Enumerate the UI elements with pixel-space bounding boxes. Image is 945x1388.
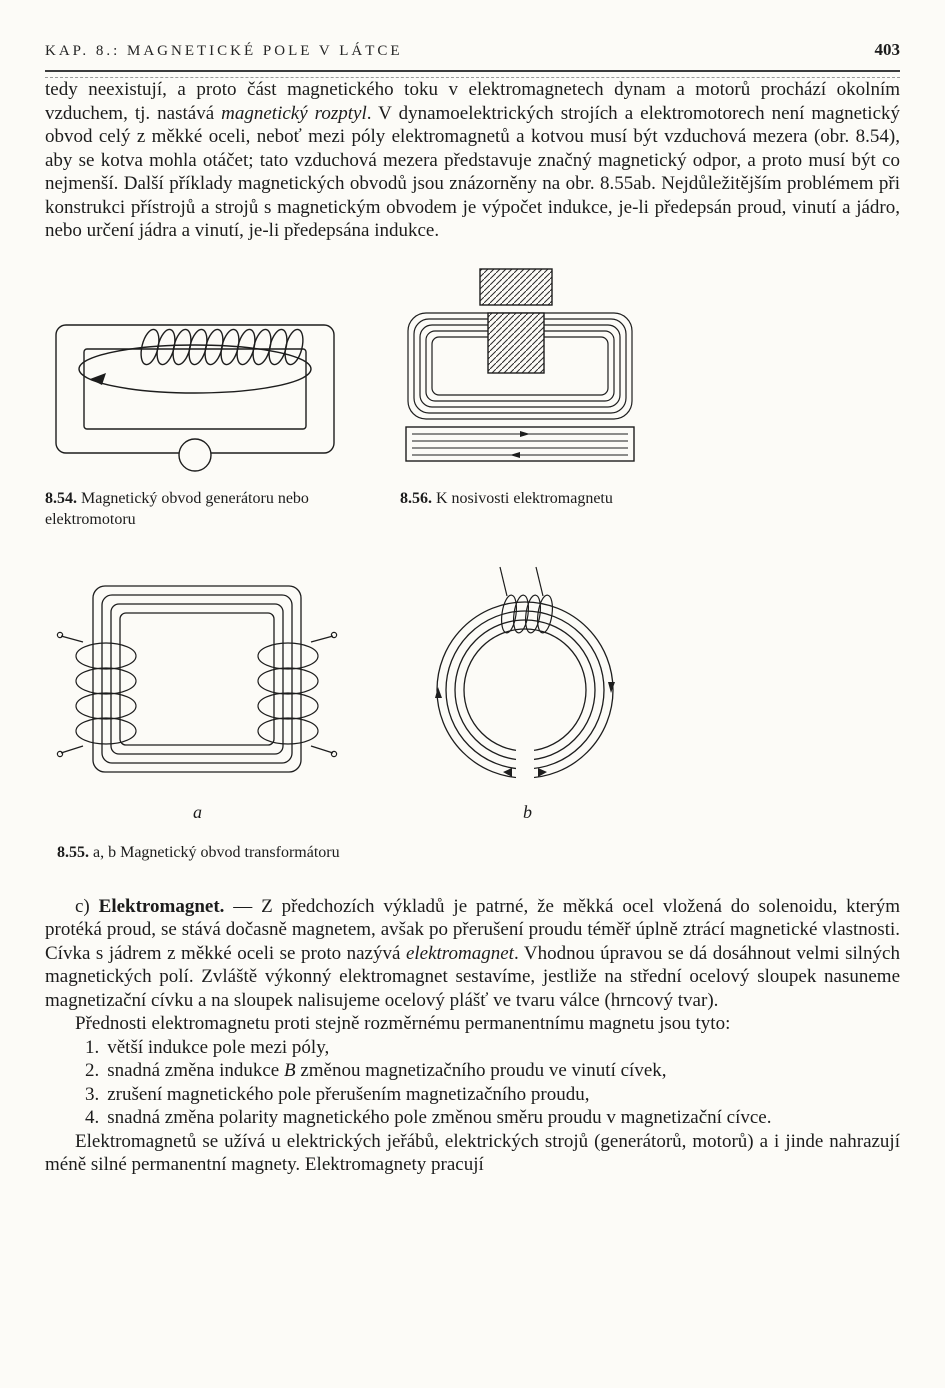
advantage-item-3 <box>45 1083 900 1107</box>
figure-8-55a-transformer-core-drawing <box>55 564 340 799</box>
electromagnet-paragraph <box>45 895 900 1013</box>
advantages-intro-paragraph: Přednosti elektromagnetu proti stejně rozměrnému permanentnímu magnetu jsou tyto: <box>75 1013 731 1034</box>
caption-8-55-number: 8.55. <box>57 843 89 861</box>
caption-8-54-number: 8.54. <box>45 489 77 507</box>
symbol-B: B <box>283 1060 296 1081</box>
figure-row-2 <box>45 562 900 834</box>
figure-8-55a-label: a <box>193 801 202 822</box>
advantage-item-4 <box>45 1106 900 1130</box>
advantage-item-2-text-1: snadná změna indukce <box>107 1060 284 1081</box>
figure-row-1 <box>45 267 900 472</box>
advantage-item-1-text: větší indukce pole mezi póly, <box>107 1036 330 1058</box>
caption-8-56-number: 8.56. <box>400 489 432 507</box>
header-rule-solid <box>45 70 900 72</box>
advantage-item-3-text: zrušení magnetického pole přerušením magnetizačního proudu, <box>107 1083 590 1105</box>
intro-paragraph <box>45 78 900 243</box>
caption-8-55 <box>45 842 900 863</box>
chapter-title: KAP. 8.: MAGNETICKÉ POLE V LÁTCE <box>45 43 403 59</box>
page-number: 403 <box>874 40 900 59</box>
term-elektromagnet: elektromagnet <box>405 942 514 964</box>
figure-8-54-generator-circuit-drawing <box>50 305 340 475</box>
electromagnet-heading: Elektromagnet. <box>98 895 225 917</box>
electromagnet-segment-2: . Vhodnou úpravou se dá dosáhnout velmi silných magnetických polí. Zvláště výkonný elektromagnet sestavíme, jestliže na střední ocelový sloupek nasuneme magnetizační cívku a na sloupek nalisujeme ocelový plášť ve tvaru válce (hrncový tvar). <box>45 942 900 1011</box>
caption-8-56 <box>400 488 760 509</box>
term-magneticky-rozptyl: magnetický rozptyl <box>221 102 367 124</box>
caption-row-1 <box>45 488 900 538</box>
intro-segment-2: . V dynamoelektrických strojích a elektromotorech není magnetický obvod celý z měkké oceli, neboť mezi póly elektromagnetů a kotvou musí být vzduchová mezera (obr. 8.54), aby se kotva mohla otáčet; tato vzduchová mezera představuje značný magnetický odpor, a proto musí být co nejmenší. Další příklady magnetických obvodů jsou znázorněny na obr. 8.55ab. Nejdůležitějším problémem při konstrukci přístrojů a strojů s magnetickým obvodem je výpočet indukce, je-li předepsán proud, vinutí a jádro, nebo určení jádra a vinutí, je-li předepsána indukce. <box>45 102 901 241</box>
electromagnet-segment-1: — Z předchozích výkladů je patrné, že měkká ocel vložená do solenoidu, kterým protéká proud, se stává dočasně magnetem, avšak po přerušení proudu téměř úplně ztrácí magnetické vlastnosti. Cívka s jádrem z měkké oceli se proto nazývá <box>45 895 901 964</box>
caption-8-54-text: Magnetický obvod generátoru nebo elektromotoru <box>45 489 309 528</box>
advantage-item-2 <box>45 1059 900 1083</box>
running-head <box>45 40 900 60</box>
intro-segment-1: tedy neexistují, a proto část magnetického toku v elektromagnetech dynam a motorů prochází okolním vzduchem, tj. nastává <box>45 79 900 124</box>
advantage-item-4-number: 4. <box>85 1107 100 1128</box>
figure-8-55b-label: b <box>523 801 532 822</box>
caption-8-54 <box>45 488 375 530</box>
advantage-item-2-text-2: změnou magnetizačního proudu ve vinutí cívek, <box>295 1060 667 1081</box>
advantage-item-2-number: 2. <box>85 1060 100 1081</box>
caption-8-55-text: a, b Magnetický obvod transformátoru <box>89 843 340 861</box>
caption-8-56-text: K nosivosti elektromagnetu <box>432 489 613 507</box>
advantage-item-3-number: 3. <box>85 1083 100 1105</box>
electromagnet-lead: c) <box>75 895 99 917</box>
advantage-item-4-text: snadná změna polarity magnetického pole změnou směru proudu v magnetizační cívce. <box>107 1107 772 1128</box>
closing-paragraph: Elektromagnetů se užívá u elektrických jeřábů, elektrických strojů (generátorů, motorů) a i jinde nahrazují méně silné permanentní magnety. Elektromagnety pracují <box>45 1130 900 1175</box>
electromagnet-section <box>45 895 900 1177</box>
advantage-item-1 <box>45 1036 900 1060</box>
figure-8-55b-toroid-core-drawing <box>415 562 635 797</box>
advantage-item-1-number: 1. <box>85 1036 100 1058</box>
figure-8-56-electromagnet-drawing <box>400 267 640 467</box>
